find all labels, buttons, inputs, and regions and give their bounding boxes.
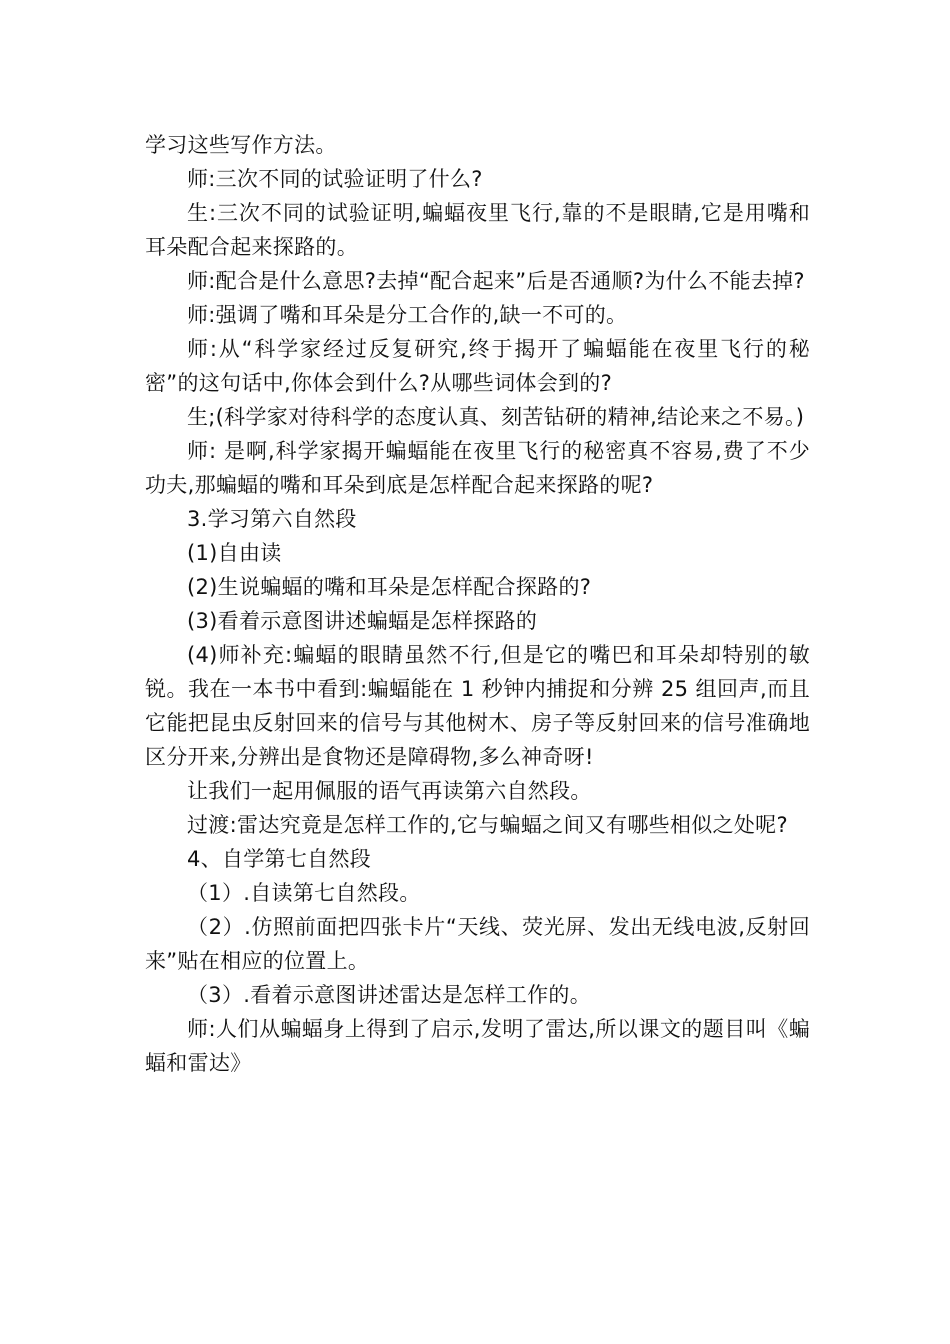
section-heading-4: 4、自学第七自然段 [187,847,372,871]
list-item-4: (4)师补充:蝙蝠的眼睛虽然不行,但是它的嘴巴和耳朵却特别的敏锐。我在一本书中看到:蝙蝠能在 1 秒钟内捕捉和分辨 25 组回声,而且它能把昆虫反射回来的信号与其他树木、房子等反射回来的信号准确地区分开来,分辨出是食物还是障碍物,多么神奇呀! [145,643,810,769]
paragraph-3: 生:三次不同的试验证明,蝙蝠夜里飞行,靠的不是眼睛,它是用嘴和耳朵配合起来探路的。 [145,201,810,259]
list-item-1: (1)自由读 [187,541,282,565]
document-page [145,128,810,1080]
paragraph-5: 师:强调了嘴和耳朵是分工合作的,缺一不可的。 [187,303,628,327]
paragraph-transition: 过渡:雷达究竟是怎样工作的,它与蝙蝠之间又有哪些相似之处呢? [187,813,788,837]
paragraph-6: 师:从“科学家经过反复研究,终于揭开了蝙蝠能在夜里飞行的秘密”的这句话中,你体会到什么?从哪些词体会到的? [145,337,810,395]
list-item-7: （3）.看着示意图讲述雷达是怎样工作的。 [187,983,592,1007]
list-item-6: （2）.仿照前面把四张卡片“天线、荧光屏、发出无线电波,反射回来”贴在相应的位置上。 [145,915,810,973]
list-item-5: （1）.自读第七自然段。 [187,881,421,905]
paragraph-final: 师:人们从蝙蝠身上得到了启示,发明了雷达,所以课文的题目叫《蝙蝠和雷达》 [145,1017,810,1075]
section-heading-3: 3.学习第六自然段 [187,507,357,531]
paragraph-reread: 让我们一起用佩服的语气再读第六自然段。 [187,779,592,803]
paragraph-1: 学习这些写作方法。 [145,133,337,157]
paragraph-7: 生;(科学家对待科学的态度认真、刻苦钻研的精神,结论来之不易。) [187,405,805,429]
list-item-2: (2)生说蝙蝠的嘴和耳朵是怎样配合探路的? [187,575,592,599]
paragraph-8: 师: 是啊,科学家揭开蝙蝠能在夜里飞行的秘密真不容易,费了不少功夫,那蝙蝠的嘴和耳朵到底是怎样配合起来探路的呢? [145,439,810,497]
list-item-3: (3)看着示意图讲述蝙蝠是怎样探路的 [187,609,538,633]
paragraph-4: 师:配合是什么意思?去掉“配合起来”后是否通顺?为什么不能去掉? [187,269,805,293]
paragraph-2: 师:三次不同的试验证明了什么? [187,167,483,191]
